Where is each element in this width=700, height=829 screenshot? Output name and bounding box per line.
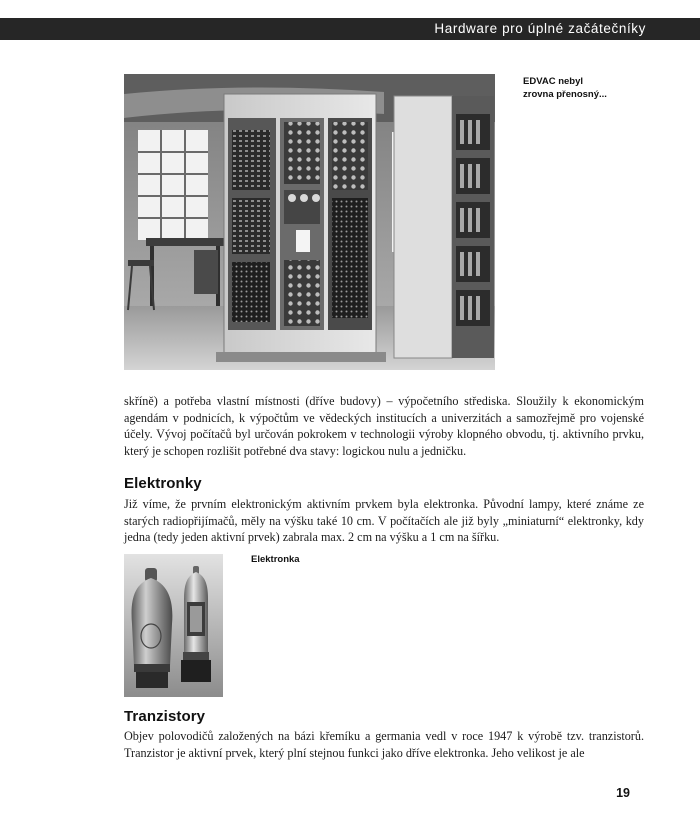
heading-elektronky: Elektronky xyxy=(124,475,202,492)
vacuum-tube-photo xyxy=(124,554,223,697)
running-header-title: Hardware pro úplné začátečníky xyxy=(434,21,646,36)
edvac-photo xyxy=(124,74,495,370)
transistor-paragraph: Objev polovodičů založených na bázi křemíku a germania vedl v roce 1947 k výrobě tzv. tranzistorů. Tranzistor je aktivní prvek, který plní stejnou funkci jako dříve elektronka. Jeho velikost je ale xyxy=(124,729,644,760)
heading-tranzistory: Tranzistory xyxy=(124,708,206,725)
tube-caption: Elektronka xyxy=(251,554,300,565)
running-header-bar xyxy=(0,18,700,40)
intro-paragraph: skříně) a potřeba vlastní místnosti (dříve budovy) – výpočetního střediska. Sloužily k ekonomickým agendám v podnicích, k výpočtům ve vědeckých institucích a univerzitách a samozřejmě pro vojenské účely. Vývoj počítačů byl určován pokrokem v technologii výroby klopného obvodu, tj. aktivního prvku, který je schopen rozlišit potřebné dva stavy: logickou nulu a jedničku. xyxy=(124,394,644,458)
electron-paragraph: Již víme, že prvním elektronickým aktivním prvkem byla elektronka. Původní lampy, které známe ze starých radiopřijímačů, měly na výšku také 10 cm. V počítačích ale již byly „miniaturní“ elektronky, kdy jedna (tedy jeden aktivní prvek) zabrala max. 2 cm na výšku a 1 cm na šířku. xyxy=(124,497,644,545)
edvac-caption: EDVAC nebyl zrovna přenosný... xyxy=(523,76,607,100)
page-number: 19 xyxy=(616,786,630,800)
